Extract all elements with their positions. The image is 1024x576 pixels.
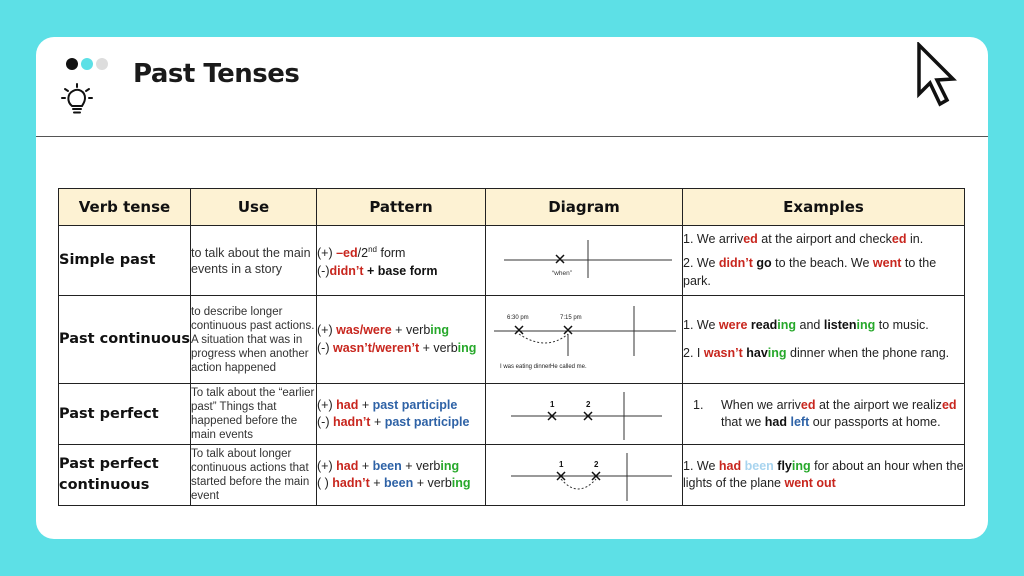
diagram-point-1: 1	[559, 460, 564, 469]
pattern-positive: (+) had + been + verbing	[317, 458, 460, 473]
tense-examples	[683, 296, 965, 384]
table-row	[59, 296, 965, 384]
pointer-cursor-icon	[916, 42, 960, 112]
diagram-time-2: 7:15 pm	[560, 315, 582, 321]
tense-examples	[683, 384, 965, 445]
tense-name: Simple past	[59, 226, 191, 296]
header-use: Use	[191, 189, 317, 226]
header-verb-tense: Verb tense	[59, 189, 191, 226]
pattern-negative: (-) hadn’t + past participle	[317, 415, 470, 429]
tense-use: To talk about the “earlier past” Things that happened before the main events	[191, 384, 317, 445]
tense-use: to talk about the main events in a story	[191, 226, 317, 296]
table-row	[59, 384, 965, 445]
table-row	[59, 445, 965, 506]
header-examples: Examples	[683, 189, 965, 226]
example-1: 1. We had been flying for about an hour when the lights of the plane went out	[683, 458, 964, 490]
tense-name: Past perfect continuous	[59, 445, 191, 506]
table-row	[59, 226, 965, 296]
past-tenses-table	[58, 188, 965, 506]
diagram-label-called: He called me.	[550, 364, 587, 370]
tense-pattern	[317, 445, 486, 506]
pattern-positive: (+) had + past participle	[317, 397, 458, 412]
example-1: 1. We were reading and listening to music.	[683, 318, 929, 332]
diagram-when-label: “when”	[552, 270, 572, 277]
tense-use: to describe longer continuous past actions. A situation that was in progress when another action happened	[191, 296, 317, 384]
example-1: 1. We arrived at the airport and checked in.	[683, 231, 924, 246]
tense-pattern	[317, 384, 486, 445]
pattern-positive: (+) was/were + verbing	[317, 323, 450, 337]
timeline-diagram	[486, 296, 683, 384]
diagram-point-2: 2	[586, 400, 591, 409]
dot-grey	[96, 58, 108, 70]
tense-use: To talk about longer continuous actions that started before the main event	[191, 445, 317, 506]
timeline-diagram	[486, 445, 683, 506]
example-1: 1. When we arrived at the airport we realized that we had left our passports at home.	[693, 397, 957, 429]
tense-name: Past continuous	[59, 296, 191, 384]
diagram-label-eating: I was eating dinner	[500, 364, 551, 370]
dot-cyan	[81, 58, 93, 70]
example-2: 2. We didn’t go to the beach. We went to the park.	[683, 256, 937, 288]
page-title: Past Tenses	[133, 59, 300, 89]
timeline-diagram	[486, 226, 683, 296]
diagram-time-1: 6:30 pm	[507, 315, 529, 321]
tense-name: Past perfect	[59, 384, 191, 445]
header-divider	[36, 136, 988, 137]
pattern-negative: (-)didn’t + base form	[317, 263, 438, 278]
header-diagram: Diagram	[486, 189, 683, 226]
pattern-negative: (-) wasn’t/weren’t + verbing	[317, 340, 477, 355]
tense-examples	[683, 445, 965, 506]
pattern-positive: (+) –ed/2nd form	[317, 244, 406, 261]
dot-dark	[66, 58, 78, 70]
lightbulb-icon	[61, 83, 93, 119]
slide-card	[36, 37, 988, 539]
tense-pattern	[317, 296, 486, 384]
header-pattern: Pattern	[317, 189, 486, 226]
example-2: 2. I wasn’t having dinner when the phone rang.	[683, 345, 950, 360]
diagram-point-2: 2	[594, 460, 599, 469]
tense-pattern	[317, 226, 486, 296]
tense-examples	[683, 226, 965, 296]
timeline-diagram	[486, 384, 683, 445]
diagram-point-1: 1	[550, 400, 555, 409]
table-header-row	[59, 189, 965, 226]
pattern-negative: ( ) hadn’t + been + verbing	[317, 476, 471, 490]
